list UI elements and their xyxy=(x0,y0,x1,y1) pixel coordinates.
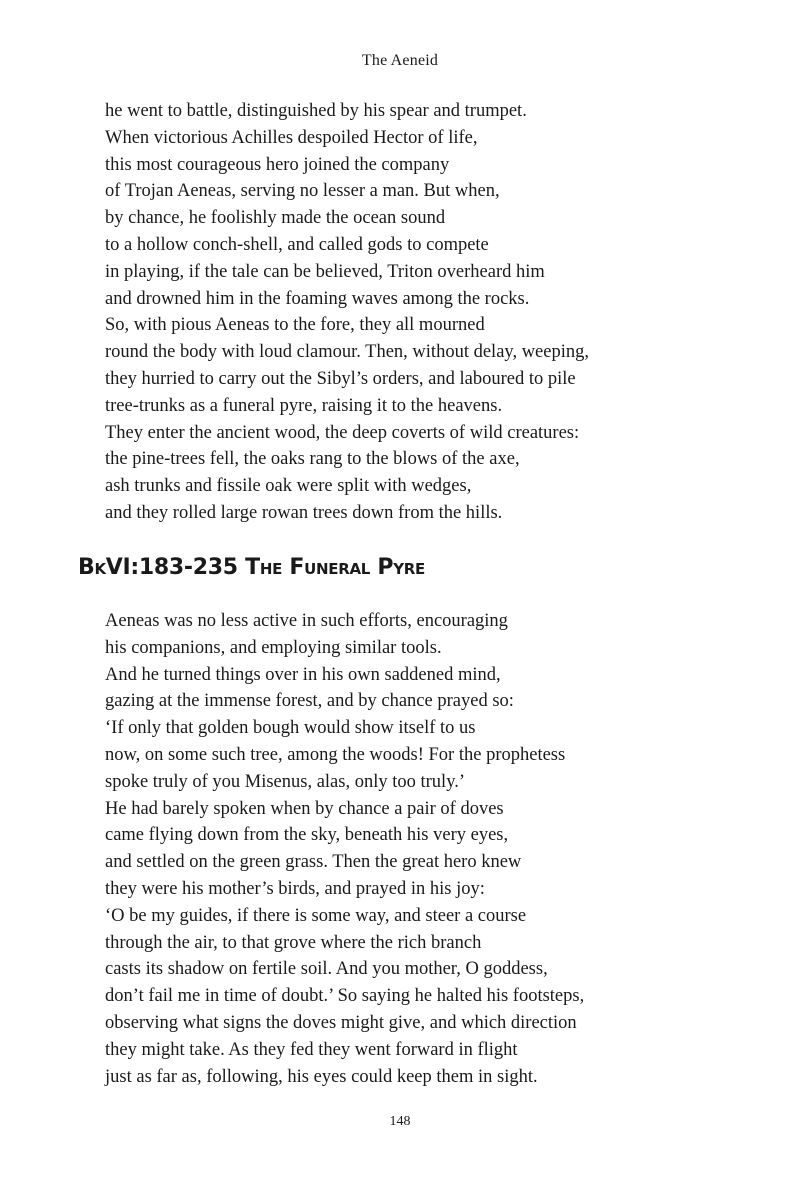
verse-line: ‘If only that golden bough would show itself to us xyxy=(105,718,476,739)
verse-line: in playing, if the tale can be believed, Triton overheard him xyxy=(105,261,545,282)
verse-line: this most courageous hero joined the company xyxy=(105,154,450,175)
verse-line: They enter the ancient wood, the deep coverts of wild creatures: xyxy=(105,422,580,443)
verse-line: don’t fail me in time of doubt.’ So saying he halted his footsteps, xyxy=(105,986,585,1007)
verse-line: through the air, to that grove where the rich branch xyxy=(105,932,482,953)
verse-line: he went to battle, distinguished by his spear and trumpet. xyxy=(105,101,527,121)
page-number: 148 xyxy=(389,1114,411,1129)
verse-line: spoke truly of you Misenus, alas, only too truly.’ xyxy=(105,771,466,792)
verse-line: tree-trunks as a funeral pyre, raising it to the heavens. xyxy=(105,395,503,416)
verse-line: observing what signs the doves might give, and which direction xyxy=(105,1012,577,1033)
verse-line: by chance, he foolishly made the ocean sound xyxy=(105,208,446,229)
verse-line: He had barely spoken when by chance a pair of doves xyxy=(105,798,504,819)
verse-line: came flying down from the sky, beneath his very eyes, xyxy=(105,825,509,846)
verse-line: gazing at the immense forest, and by chance prayed so: xyxy=(105,691,514,712)
verse-line: round the body with loud clamour. Then, without delay, weeping, xyxy=(105,342,589,363)
verse-passage-funeral-pyre xyxy=(105,608,584,1090)
verse-line: ‘O be my guides, if there is some way, and steer a course xyxy=(105,905,527,926)
verse-line: So, with pious Aeneas to the fore, they all mourned xyxy=(105,315,485,336)
verse-line: When victorious Achilles despoiled Hector of life, xyxy=(105,127,478,148)
verse-line: and drowned him in the foaming waves among the rocks. xyxy=(105,288,530,309)
verse-line: they might take. As they fed they went forward in flight xyxy=(105,1039,518,1060)
verse-line: of Trojan Aeneas, serving no lesser a man. But when, xyxy=(105,181,500,202)
verse-line: And he turned things over in his own saddened mind, xyxy=(105,664,501,685)
verse-line: casts its shadow on fertile soil. And you mother, O goddess, xyxy=(105,959,548,980)
verse-line: and settled on the green grass. Then the great hero knew xyxy=(105,852,522,873)
verse-line: ash trunks and fissile oak were split with wedges, xyxy=(105,476,472,497)
verse-passage-continued xyxy=(105,98,589,527)
verse-line: they hurried to carry out the Sibyl’s orders, and laboured to pile xyxy=(105,368,576,389)
verse-line: the pine-trees fell, the oaks rang to the blows of the axe, xyxy=(105,449,520,470)
verse-line: Aeneas was no less active in such efforts, encouraging xyxy=(105,611,508,631)
verse-line: they were his mother’s birds, and prayed in his joy: xyxy=(105,878,485,899)
verse-line: to a hollow conch-shell, and called gods to compete xyxy=(105,234,489,255)
verse-line: just as far as, following, his eyes could keep them in sight. xyxy=(105,1066,538,1087)
verse-line: his companions, and employing similar tools. xyxy=(105,637,442,658)
verse-line: and they rolled large rowan trees down from the hills. xyxy=(105,502,503,523)
verse-line: now, on some such tree, among the woods! For the prophetess xyxy=(105,744,566,765)
running-head-title: The Aeneid xyxy=(361,52,439,69)
section-heading: BkVI:183-235 The Funeral Pyre xyxy=(78,555,425,580)
